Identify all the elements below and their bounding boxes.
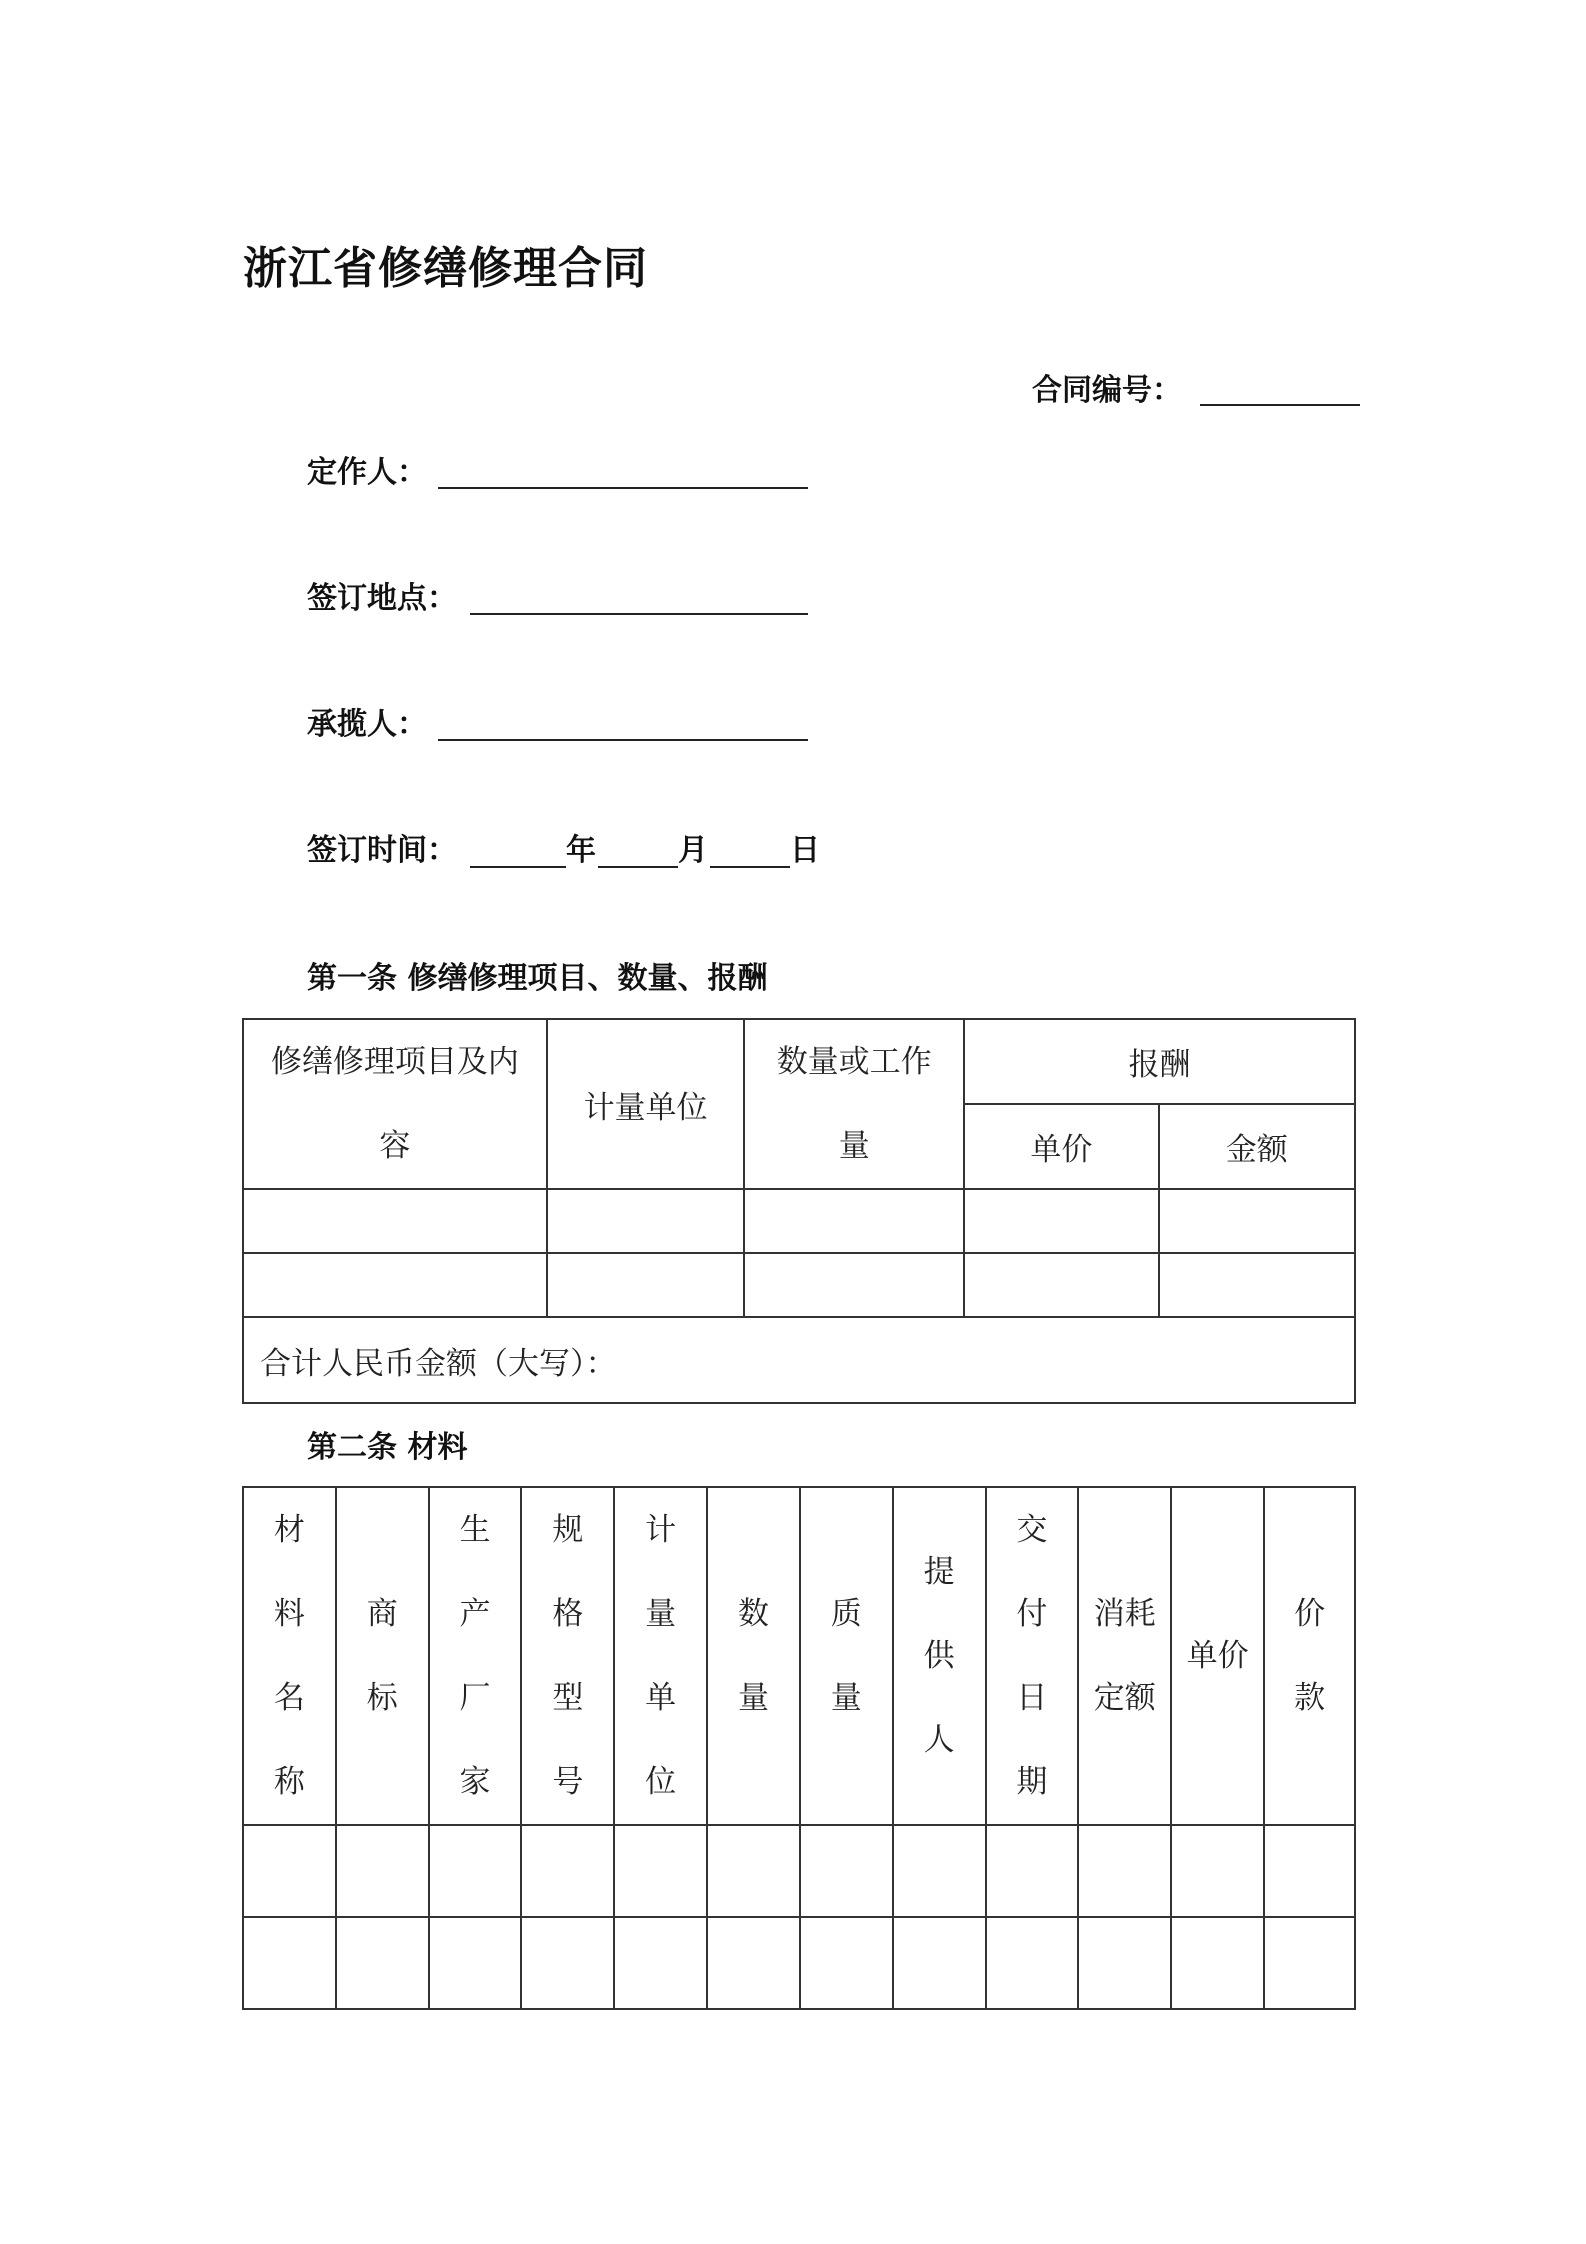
contract-no-label: 合同编号： [1032,373,1182,408]
col-price-header: 单价 [964,1104,1158,1189]
table-cell[interactable] [744,1253,964,1317]
table-cell[interactable] [429,1825,522,1917]
section1-heading: 第一条 修缮修理项目、数量、报酬 [307,961,768,996]
col-unit: 计量单位 [614,1487,707,1825]
table-cell[interactable] [800,1825,893,1917]
table-cell[interactable] [1171,1825,1264,1917]
table-cell[interactable] [614,1917,707,2009]
col-quality: 质量 [800,1487,893,1825]
col-consumption: 消耗定额 [1078,1487,1171,1825]
table-cell[interactable] [547,1253,744,1317]
col-manufacturer: 生产厂家 [429,1487,522,1825]
table-cell[interactable] [800,1917,893,2009]
table-cell[interactable] [893,1917,986,2009]
signing-time-label: 签订时间： [307,833,457,868]
table-cell[interactable] [243,1825,336,1917]
dingzuoren-label: 定作人： [307,455,427,490]
table-cell[interactable] [986,1917,1079,2009]
col-unit-price: 单价 [1171,1487,1264,1825]
col-total-price: 价款 [1264,1487,1355,1825]
table-cell[interactable] [1078,1917,1171,2009]
col-amount-header: 金额 [1159,1104,1355,1189]
table-cell[interactable] [336,1917,429,2009]
col-unit-header: 计量单位 [547,1019,744,1189]
table-row [243,1825,1355,1917]
table-cell[interactable] [429,1917,522,2009]
table-cell[interactable] [1171,1917,1264,2009]
contract-no-input[interactable] [1200,404,1360,406]
table-cell[interactable] [243,1917,336,2009]
table-row [243,1253,1355,1317]
table-cell[interactable] [614,1825,707,1917]
table-cell[interactable] [1159,1189,1355,1253]
signing-place-input[interactable] [470,613,808,615]
table-cell[interactable] [547,1189,744,1253]
dingzuoren-input[interactable] [438,487,808,489]
col-pay-header: 报酬 [964,1019,1355,1104]
repair-items-table [242,1018,1356,1404]
table-cell[interactable] [1159,1253,1355,1317]
table-cell[interactable] [1264,1825,1355,1917]
col-delivery-date: 交付日期 [986,1487,1079,1825]
col-spec: 规格型号 [521,1487,614,1825]
section2-heading: 第二条 材料 [307,1430,468,1465]
document-title: 浙江省修缮修理合同 [243,243,648,294]
year-input[interactable] [470,866,566,868]
col-quantity: 数量 [707,1487,800,1825]
table-cell[interactable] [893,1825,986,1917]
table-cell[interactable] [336,1825,429,1917]
chenglanren-input[interactable] [438,739,808,741]
table-cell[interactable] [707,1825,800,1917]
col-qty-header: 数量或工作量 [744,1019,964,1189]
day-label: 日 [790,833,820,868]
table-cell[interactable] [964,1253,1158,1317]
table-cell[interactable] [243,1189,547,1253]
col-brand: 商标 [336,1487,429,1825]
month-input[interactable] [598,866,678,868]
signing-place-label: 签订地点： [307,581,457,616]
day-input[interactable] [710,866,790,868]
table-cell[interactable] [1078,1825,1171,1917]
table-cell[interactable] [986,1825,1079,1917]
table-cell[interactable] [243,1253,547,1317]
materials-table [242,1486,1356,2010]
col-material-name: 材料名称 [243,1487,336,1825]
table-cell[interactable] [744,1189,964,1253]
table-cell[interactable] [521,1825,614,1917]
col-provider: 提供人 [893,1487,986,1825]
table-row [243,1189,1355,1253]
chenglanren-label: 承揽人： [307,707,427,742]
table-row [243,1917,1355,2009]
col-item-header: 修缮修理项目及内容 [243,1019,547,1189]
table-cell[interactable] [1264,1917,1355,2009]
total-amount-row[interactable]: 合计人民币金额（大写）： [243,1317,1355,1403]
table-cell[interactable] [521,1917,614,2009]
table-cell[interactable] [707,1917,800,2009]
month-label: 月 [678,833,708,868]
year-label: 年 [566,833,596,868]
table-cell[interactable] [964,1189,1158,1253]
